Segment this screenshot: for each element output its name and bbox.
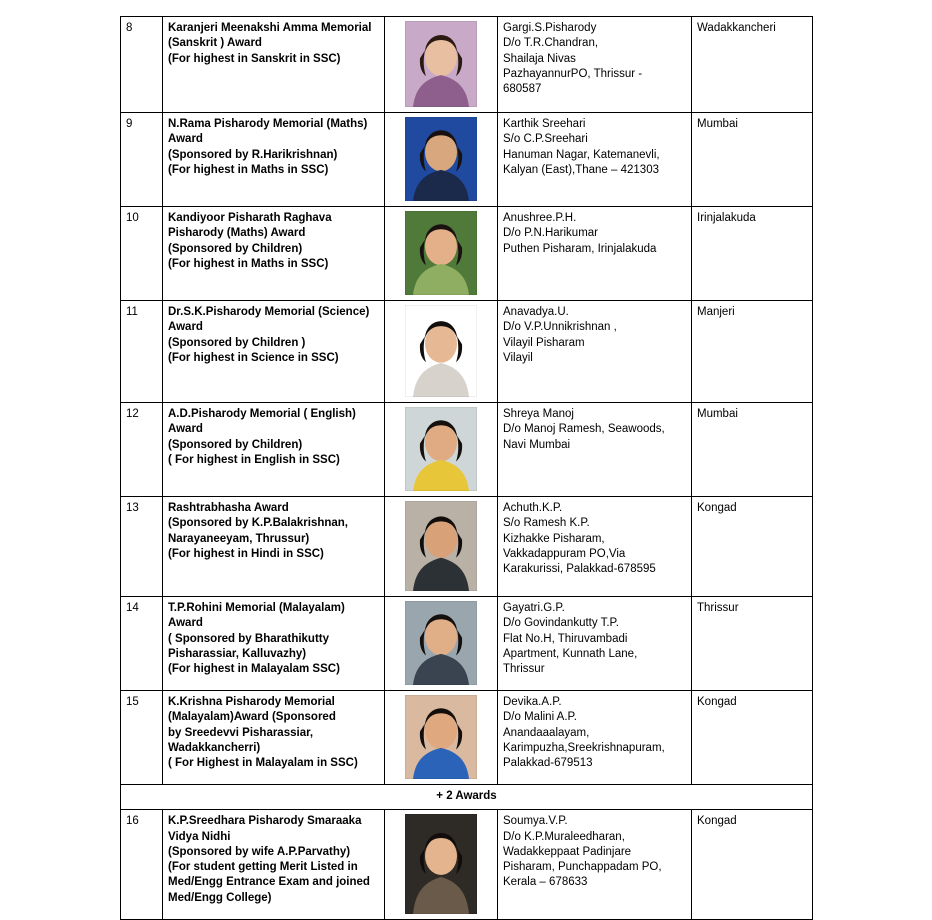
table-row xyxy=(121,301,813,403)
award-line: A.D.Pisharody Memorial ( English) xyxy=(168,408,356,420)
recipient-line: Karimpuzha,Sreekrishnapuram, xyxy=(503,741,665,754)
table-row xyxy=(121,207,813,301)
award-line: (Sponsored by K.P.Balakrishnan, xyxy=(168,517,349,530)
recipient-line: Kerala – 678633 xyxy=(503,876,588,889)
recipient-details xyxy=(498,810,692,920)
recipient-line: D/o T.R.Chandran, xyxy=(503,37,599,50)
award-line: (For highest in Science in SSC) xyxy=(168,351,339,364)
award-line: K.P.Sreedhara Pisharody Smaraaka xyxy=(168,815,362,828)
table-row xyxy=(121,597,813,691)
recipient-line: Vakkadappuram PO,Via xyxy=(503,547,626,560)
award-line: (Sponsored by R.Harikrishnan) xyxy=(168,148,338,161)
recipient-place: Wadakkancheri xyxy=(692,17,813,113)
recipient-line: Navi Mumbai xyxy=(503,438,571,451)
award-line: (Sanskrit ) Award xyxy=(168,37,262,50)
recipient-line: D/o Govindankutty T.P. xyxy=(503,617,619,630)
recipient-line: Flat No.H, Thiruvambadi xyxy=(503,632,628,645)
recipient-photo xyxy=(405,21,477,107)
recipient-line: Shailaja Nivas xyxy=(503,52,576,65)
table-row xyxy=(121,810,813,920)
table-row xyxy=(121,113,813,207)
recipient-line: Kalyan (East),Thane – 421303 xyxy=(503,163,659,176)
recipient-details xyxy=(498,113,692,207)
recipient-line: Pisharam, Punchappadam PO, xyxy=(503,861,662,874)
recipient-photo xyxy=(405,501,477,591)
recipient-photo xyxy=(405,695,477,779)
table-row xyxy=(121,497,813,597)
award-line: Pisharassiar, Kalluvazhy) xyxy=(168,647,307,660)
award-line: (Sponsored by Children ) xyxy=(168,336,306,349)
recipient-details xyxy=(498,597,692,691)
recipient-place: Irinjalakuda xyxy=(692,207,813,301)
award-line: ( Sponsored by Bharathikutty xyxy=(168,632,330,645)
recipient-place: Kongad xyxy=(692,691,813,785)
recipient-line: Gargi.S.Pisharody xyxy=(503,22,597,34)
award-line: ( For Highest in Malayalam in SSC) xyxy=(168,757,358,770)
award-line: K.Krishna Pisharody Memorial xyxy=(168,696,335,708)
recipient-line: Shreya Manoj xyxy=(503,408,574,420)
photo-cell xyxy=(385,113,498,207)
recipient-line: Anavadya.U. xyxy=(503,306,569,318)
recipient-details xyxy=(498,17,692,113)
recipient-photo xyxy=(405,814,477,914)
row-number: 11 xyxy=(121,301,163,403)
award-title xyxy=(163,691,385,785)
recipient-line: D/o K.P.Muraleedharan, xyxy=(503,830,625,843)
recipient-details xyxy=(498,301,692,403)
awards-table xyxy=(120,16,813,920)
award-line: by Sreedevvi Pisharassiar, xyxy=(168,726,314,739)
photo-cell xyxy=(385,597,498,691)
recipient-line: Vilayil Pisharam xyxy=(503,336,585,349)
row-number: 14 xyxy=(121,597,163,691)
recipient-place: Kongad xyxy=(692,810,813,920)
recipient-photo xyxy=(405,305,477,397)
award-line: Dr.S.K.Pisharody Memorial (Science) xyxy=(168,306,370,318)
award-line: (Sponsored by Children) xyxy=(168,438,303,451)
photo-cell xyxy=(385,301,498,403)
recipient-details xyxy=(498,497,692,597)
recipient-line: Achuth.K.P. xyxy=(503,502,563,514)
recipient-line: Kizhakke Pisharam, xyxy=(503,532,605,545)
photo-cell xyxy=(385,207,498,301)
award-line: Award xyxy=(168,133,203,146)
photo-cell xyxy=(385,497,498,597)
award-line: Award xyxy=(168,617,203,630)
recipient-line: Anandaaalayam, xyxy=(503,726,590,739)
award-line: (For student getting Merit Listed in xyxy=(168,861,358,874)
table-row xyxy=(121,17,813,113)
recipient-line: D/o Manoj Ramesh, Seawoods, xyxy=(503,423,665,436)
award-line: N.Rama Pisharody Memorial (Maths) xyxy=(168,118,368,130)
award-title xyxy=(163,597,385,691)
row-number: 12 xyxy=(121,403,163,497)
award-line: Rashtrabhasha Award xyxy=(168,502,289,514)
recipient-line: D/o P.N.Harikumar xyxy=(503,227,599,240)
award-title xyxy=(163,207,385,301)
recipient-line: PazhayannurPO, Thrissur - xyxy=(503,67,643,80)
recipient-line: Hanuman Nagar, Katemanevli, xyxy=(503,148,660,161)
recipient-place: Mumbai xyxy=(692,113,813,207)
recipient-line: D/o V.P.Unnikrishnan , xyxy=(503,321,617,334)
recipient-line: S/o Ramesh K.P. xyxy=(503,517,590,530)
recipient-photo xyxy=(405,211,477,295)
mid-note-row xyxy=(121,785,813,810)
award-line: Award xyxy=(168,321,203,334)
row-number: 15 xyxy=(121,691,163,785)
recipient-photo xyxy=(405,117,477,201)
row-number: 10 xyxy=(121,207,163,301)
row-number: 16 xyxy=(121,810,163,920)
recipient-place: Mumbai xyxy=(692,403,813,497)
award-line: Pisharody (Maths) Award xyxy=(168,227,306,240)
recipient-line: Gayatri.G.P. xyxy=(503,602,565,614)
award-title xyxy=(163,810,385,920)
award-line: Wadakkancherri) xyxy=(168,741,261,754)
recipient-line: Karthik Sreehari xyxy=(503,118,586,130)
recipient-line: Vilayil xyxy=(503,351,533,364)
table-row xyxy=(121,691,813,785)
award-line: (Sponsored by Children) xyxy=(168,242,303,255)
recipient-photo xyxy=(405,601,477,685)
award-title xyxy=(163,113,385,207)
mid-note: + 2 Awards xyxy=(121,785,813,810)
row-number: 9 xyxy=(121,113,163,207)
award-line: Award xyxy=(168,423,203,436)
recipient-line: Anushree.P.H. xyxy=(503,212,577,224)
photo-cell xyxy=(385,691,498,785)
award-line: (For highest in Sanskrit in SSC) xyxy=(168,52,341,65)
award-line: ( For highest in English in SSC) xyxy=(168,453,340,466)
recipient-photo xyxy=(405,407,477,491)
recipient-line: D/o Malini A.P. xyxy=(503,711,577,724)
awards-table-body xyxy=(121,17,813,920)
recipient-line: Devika.A.P. xyxy=(503,696,562,708)
recipient-place: Manjeri xyxy=(692,301,813,403)
table-row xyxy=(121,403,813,497)
recipient-details xyxy=(498,403,692,497)
recipient-line: Palakkad-679513 xyxy=(503,757,593,770)
award-line: (Sponsored by wife A.P.Parvathy) xyxy=(168,845,351,858)
award-line: Vidya Nidhi xyxy=(168,830,231,843)
photo-cell xyxy=(385,810,498,920)
recipient-line: Thrissur xyxy=(503,663,545,676)
award-line: (Malayalam)Award (Sponsored xyxy=(168,711,336,724)
award-line: Karanjeri Meenakshi Amma Memorial xyxy=(168,22,372,34)
award-title xyxy=(163,497,385,597)
row-number: 13 xyxy=(121,497,163,597)
recipient-line: 680587 xyxy=(503,83,542,96)
award-line: T.P.Rohini Memorial (Malayalam) xyxy=(168,602,345,614)
award-line: (For highest in Maths in SSC) xyxy=(168,163,329,176)
award-title xyxy=(163,301,385,403)
recipient-line: Wadakkeppaat Padinjare xyxy=(503,845,632,858)
award-line: Med/Engg Entrance Exam and joined xyxy=(168,876,370,889)
award-title xyxy=(163,17,385,113)
award-line: Med/Engg College) xyxy=(168,891,272,904)
recipient-place: Thrissur xyxy=(692,597,813,691)
photo-cell xyxy=(385,17,498,113)
recipient-line: Apartment, Kunnath Lane, xyxy=(503,647,638,660)
recipient-place: Kongad xyxy=(692,497,813,597)
recipient-line: Soumya.V.P. xyxy=(503,815,568,828)
recipient-line: Puthen Pisharam, Irinjalakuda xyxy=(503,242,657,255)
award-line: Narayaneeyam, Thrussur) xyxy=(168,532,310,545)
recipient-details xyxy=(498,207,692,301)
recipient-line: S/o C.P.Sreehari xyxy=(503,133,588,146)
award-title xyxy=(163,403,385,497)
award-line: Kandiyoor Pisharath Raghava xyxy=(168,212,332,224)
award-line: (For highest in Hindi in SSC) xyxy=(168,547,324,560)
award-line: (For highest in Malayalam SSC) xyxy=(168,663,340,676)
row-number: 8 xyxy=(121,17,163,113)
photo-cell xyxy=(385,403,498,497)
recipient-line: Karakurissi, Palakkad-678595 xyxy=(503,563,656,576)
award-line: (For highest in Maths in SSC) xyxy=(168,257,329,270)
recipient-details xyxy=(498,691,692,785)
